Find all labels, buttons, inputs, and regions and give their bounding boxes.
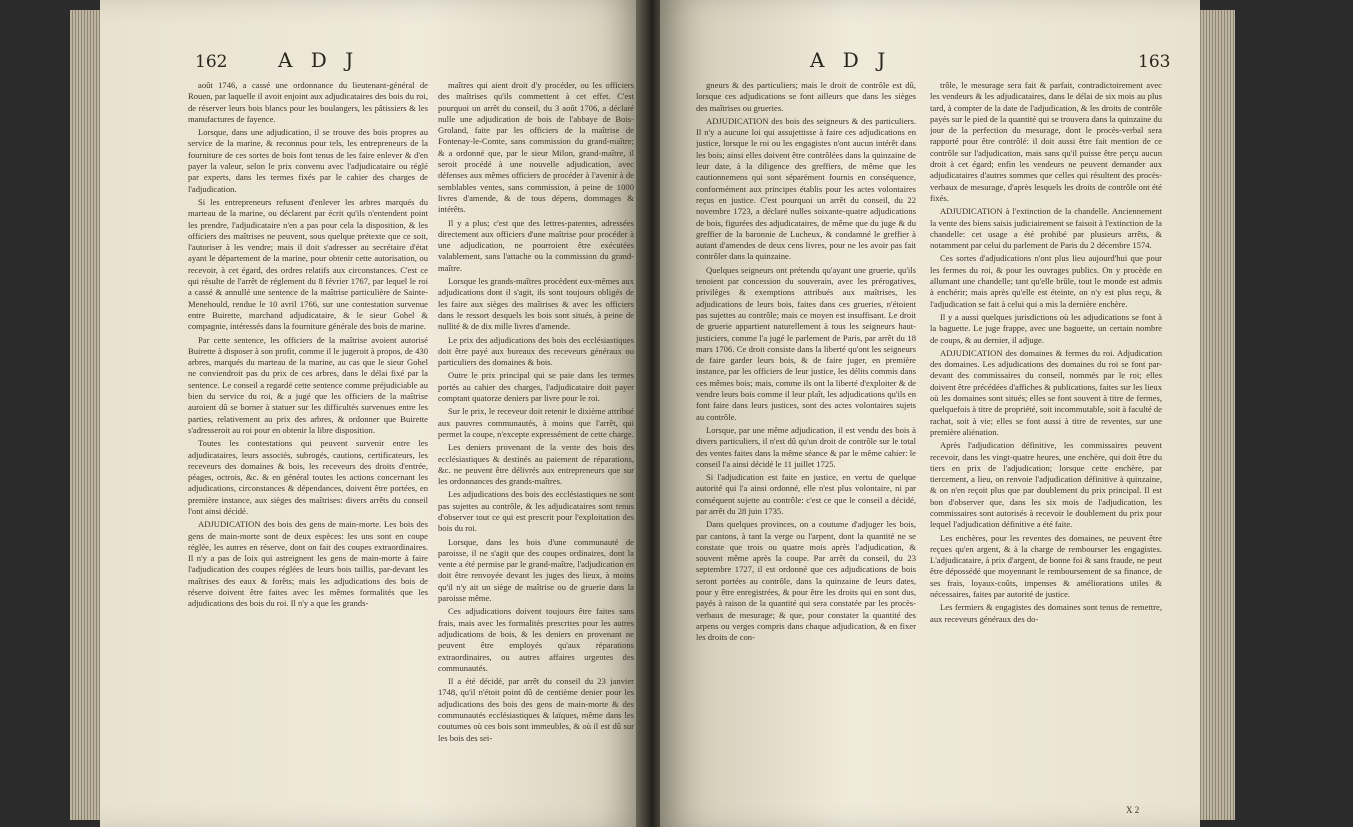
paragraph: Les deniers provenant de la vente des bois des ecclésiastiques & destinés au paiement de réparations, &c. ne peuvent être délivrés aux entrepreneurs que sur les ordonnances des grands-maîtres.: [438, 442, 634, 487]
left-column-1: [188, 80, 428, 815]
left-running-header: A D J: [278, 48, 360, 72]
paragraph: Par cette sentence, les officiers de la maîtrise avoient autorisé Buirette à disposer à son profit, comme il le jugeroit à propos, de 430 arbres, marqués du marteau de la marine, au cas que le sieur Gohel ne conviendroit pas du prix de ces arbres, dans le délai fixé par la sentence. Le conseil a regardé cette sentence comme préjudiciable au bien du service du roi, & a jugé que les officiers de la maîtrise auroient dû se borner à statuer sur les difficultés survenues entre les parties, relativement au prix des arbres, & ordonner que Buirette s'adresseroit au roi pour en obtenir la libre disposition.: [188, 334, 428, 435]
paragraph: Le prix des adjudications des bois des ecclésiastiques doit être payé aux bureaux des receveurs généraux ou particuliers des domaines & bois.: [438, 334, 634, 368]
paragraph: ADJUDICATION des domaines & fermes du roi. Adjudication des domaines. Les adjudications des domaines du roi se font par-devant des commissaires du conseil, nommés par le roi; elles doivent être précédées d'affiches & publications, faites sur les lieux où les domaines sont situés; elles se font souvent à titre de fermes, quelquefois à titre de propriété, soit incommutable, soit à faculté de rachat, soit à vie; elles se font aussi à titre de reventes, sur une première aliénation.: [930, 347, 1162, 437]
right-page-edges: [1195, 10, 1235, 820]
right-running-header: A D J: [810, 48, 892, 72]
paragraph: ADJUDICATION à l'extinction de la chandelle. Anciennement la vente des biens saisis judiciairement se faisoit à l'extinction de la chandelle: cet usage a été prohibé par plusieurs arrêts, & notamment par celui du parlement de Paris du 2 décembre 1574.: [930, 206, 1162, 251]
paragraph: Lorsque, par une même adjudication, il est vendu des bois à divers particuliers, il n'est dû qu'un droit de contrôle sur le total des ventes faites dans la même séance & par le même cahier: le conseil l'a ainsi décidé le 11 juillet 1725.: [696, 424, 916, 469]
paragraph: Lorsque les grands-maîtres procèdent eux-mêmes aux adjudications dont il s'agit, ils sont toujours obligés de les faire aux sièges des maîtrises & avec les officiers dans le ressort desquels les bois sont situés, à peine de nullité & de dix mille livres d'amende.: [438, 276, 634, 332]
paragraph: maîtres qui aient droit d'y procéder, ou les officiers des maîtrises qu'ils commettent à cet effet. C'est pourquoi un arrêt du conseil, du 3 août 1706, a déclaré nulle une adjudication de bois de l'abbaye de Bois-Groland, faite par les officiers de la maîtrise de Fontenay-le-Comte, sans commission du grand-maître; & a ordonné que, par le sieur Milon, grand-maître, il seroit procédé à une nouvelle adjudication, avec défenses aux mêmes officiers de procéder à l'avenir à de semblables ventes, sans commission, à peine de 1000 livres d'amende, & de tous dépens, dommages & intérêts.: [438, 80, 634, 215]
paragraph: Lorsque, dans les bois d'une communauté de paroisse, il ne s'agit que des coupes ordinaires, dont la vente a été permise par le grand-maître, l'adjudication en doit être renvoyée devant les juges des lieux, à moins qu'il n'y ait un siège de maîtrise ou de gruerie dans la paroisse même.: [438, 536, 634, 604]
paragraph: trôle, le mesurage sera fait & parfait, contradictoirement avec les vendeurs & les adjudicataires, dans le délai de six mois au plus tard, à compter de la date de l'adjudication, & les droits de contrôle payés sur le pied de la quantité qui se trouvera dans la quinzaine du jour de la perfection du mesurage, dont le procès-verbal sera rapporté pour être contrôlé: il doit aussi être fait mention de ce contrôle sur l'adjudication, mais sans qu'il puisse être perçu aucun droit à cet égard; enfin les vendeurs ne peuvent demander aux adjudicataires d'autres sommes que celles qui résultent des procès-verbaux de mesurage, d'après lesquels les droits de contrôle ont été fixés.: [930, 80, 1162, 203]
paragraph: Quelques seigneurs ont prétendu qu'ayant une gruerie, qu'ils tenoient par concession du souverain, avec les prérogatives, privilèges & exemptions attribués aux maîtrises, les adjudications de leurs bois, faites dans ces grueries, n'étoient pas sujettes au contrôle; mais ce moyen est insuffisant. Le droit de gruerie appartient naturellement à tous les seigneurs haut-justiciers, comme l'a jugé le parlement de Paris, par arrêt du 18 mars 1706. Ce droit consiste dans la liberté qu'ont les seigneurs de faire garder leurs bois, & de faire juger, en première instance, par les officiers de leur justice, les délits commis dans ces mêmes bois; mais, comme ils ont la liberté d'exploiter & de vendre leurs bois comme il leur plaît, les adjudications qu'ils en font faire dans leurs justices, sont des actes volontaires sujets au contrôle.: [696, 264, 916, 422]
paragraph: Les enchères, pour les reventes des domaines, ne peuvent être reçues qu'en argent, & à la charge de rembourser les engagistes. L'adjudicataire, à prix d'argent, de bonne foi & sans fraude, ne peut être dépossédé que moyennant le remboursement de sa finance, de ses frais, loyaux-coûts, impenses & améliorations utiles & nécessaires, faites par autorité de justice.: [930, 532, 1162, 600]
paragraph: ADJUDICATION des bois des seigneurs & des particuliers. Il n'y a aucune loi qui assujettisse à faire ces adjudications en justice, lorsque le roi ou les engagistes n'ont aucun intérêt dans les bois; ainsi elles doivent être contrôlées dans la quinzaine de leur date, à la diligence des greffiers, de même que les cautionnemens qui sont séparément fournis en conséquence, conformément aux principes établis pour les actes volontaires reçus en justice. C'est pourquoi un arrêt du conseil, du 22 novembre 1723, a déclaré nulles soixante-quatre adjudications de bois, figurées des adjudicataires, de même que du juge & du greffier de la baronnie de Lucheux, & condamné le greffier à autant d'amendes de deux cens livres, pour ne les avoir pas fait contrôler dans la quinzaine.: [696, 115, 916, 262]
paragraph: gneurs & des particuliers; mais le droit de contrôle est dû, lorsque ces adjudications se font ailleurs que dans les sièges des maîtrises ou grueries.: [696, 80, 916, 113]
right-column-2: [930, 80, 1162, 815]
paragraph: Il y a plus; c'est que des lettres-patentes, adressées directement aux officiers d'une maîtrise pour procéder à une adjudication, ne pourroient être exécutées valablement, sans l'attache ou la commission du grand-maître.: [438, 217, 634, 273]
paragraph: Toutes les contestations qui peuvent survenir entre les adjudicataires, leurs associés, subrogés, cautions, certificateurs, les receveurs des domaines & bois, les receveurs des droits d'entrée, péages, octrois, &c. & en général toutes les actions concernant les adjudications, circonstances & dépendances, doivent être portées, en première instance, aux sièges des maîtrises: divers arrêts du conseil l'ont ainsi décidé.: [188, 438, 428, 516]
left-page-number: 162: [195, 52, 228, 72]
paragraph: Sur le prix, le receveur doit retenir le dixième attribué aux pauvres communautés, à moins que l'arrêt, qui permet la coupe, n'excepte expressément de cette charge.: [438, 406, 634, 439]
paragraph: Ces adjudications doivent toujours être faites sans frais, mais avec les formalités prescrites pour les autres adjudications de bois, & les deniers en provenant ne peuvent être employés qu'aux réparations extraordinaires, ou autres affaires urgentes des communautés.: [438, 606, 634, 673]
paragraph: Les adjudications des bois des ecclésiastiques ne sont pas sujettes au contrôle, & les adjudicataires sont tenus d'observer tout ce qui est prescrit pour l'exploitation des bois du roi.: [438, 489, 634, 534]
paragraph: Dans quelques provinces, on a coutume d'adjuger les bois, par cantons, à tant la verge ou l'arpent, dont la quantité ne se constate que trois ou quatre mois après l'adjudication, & souvent même après la coupe. Par arrêt du conseil, du 23 septembre 1727, il est ordonné que ces adjudications de bois seront portées au contrôle, dans la quinzaine de leurs dates, pour y être enregistrées, & pour être les droits qui en sont dus, payés à raison de la quantité qui sera constatée par les procès-verbaux de mesurage; & que, pour constater la quantité des arpens ou verges compris dans chaque adjudication, & en fixer les droits de con-: [696, 519, 916, 643]
left-column-2: [438, 80, 634, 815]
paragraph: Il a été décidé, par arrêt du conseil du 23 janvier 1748, qu'il n'étoit point dû de centième denier pour les adjudications des bois des gens de main-morte & des communautés ecclésiastiques & laïques, même dans les coutumes où ces bois sont immeubles, & où il est dû sur les bois des sei-: [438, 676, 634, 743]
signature-mark: X 2: [1126, 805, 1140, 815]
paragraph: Les fermiers & engagistes des domaines sont tenus de remettre, aux receveurs généraux des do-: [930, 602, 1162, 624]
paragraph: Outre le prix principal qui se paie dans les termes portés au cahier des charges, l'adjudicataire doit payer comptant quatorze deniers par livre pour le roi.: [438, 370, 634, 404]
right-page-number: 163: [1138, 52, 1171, 72]
paragraph: Après l'adjudication définitive, les commissaires peuvent recevoir, dans les vingt-quatre heures, une enchère, qui doit être du tiers en prix de l'adjudication; lorsque cette enchère, par tiercement, a lieu, on renvoie l'adjudication définitive à quinzaine, & on n'en reçoit plus que par doublement du prix principal. Il est bon d'observer que, dans les six mois de l'adjudication, les commissaires sont autorisés à recevoir le doublement du prix pour lequel l'adjudication définitive a été faite.: [930, 440, 1162, 530]
paragraph: Ces sortes d'adjudications n'ont plus lieu aujourd'hui que pour les fermes du roi, & pour les ouvrages publics. On y procède en allumant une chandelle; tant qu'elle brûle, tout le monde est admis à enchérir; mais après qu'elle est éteinte, on n'y est plus reçu, & l'adjudication se fait à celui qui a mis la dernière enchère.: [930, 253, 1162, 309]
paragraph: Si les entrepreneurs refusent d'enlever les arbres marqués du marteau de la marine, ou déclarent par écrit qu'ils n'entendent point les prendre, l'adjudicataire n'en a pas pour cela la disposition, & les officiers des maîtrises ne peuvent, sous quelque prétexte que ce soit, l'autoriser à les vendre; mais il doit s'adresser au secrétaire d'état ayant le département de la marine, pour obtenir cette autorisation, ou recevoir, à cet égard, des ordres relatifs aux circonstances. C'est ce qui résulte de l'arrêt de réglement du 8 février 1767, par lequel le roi a cassé & annullé une sentence de la maîtrise particulière de Sainte-Menehould, rendue le 10 avril 1766, sur une contestation survenue entre Buirette, marchand adjudicataire, & le sieur Gohel & compagnie, intéressés dans la fourniture générale des bois de marine.: [188, 196, 428, 332]
paragraph: Si l'adjudication est faite en justice, en vertu de quelque autorité qui l'a ainsi ordonné, elle n'est plus volontaire, ni par conséquent sujette au contrôle: c'est ce que le conseil a décidé, par arrêt du 28 juin 1735.: [696, 472, 916, 516]
right-column-1: [696, 80, 916, 815]
paragraph: ADJUDICATION des bois des gens de main-morte. Les bois des gens de main-morte sont de deux espèces: les uns sont en coupe réglée, les autres en réserve, dont on fait des coupes extraordinaires. Il n'y a pas de loix qui astreignent les gens de main-morte à faire l'adjudication des coupes réglées de leurs bois taillis, par-devant les maîtrises des eaux & forêts; mais les adjudications des bois de réserve doivent être faites avec les mêmes formalités que les adjudications des bois du roi. Il n'y a que les grands-: [188, 519, 428, 609]
paragraph: Il y a aussi quelques jurisdictions où les adjudications se font à la baguette. Le juge frappe, avec une baguette, un certain nombre de coups, & au dernier, il adjuge.: [930, 311, 1162, 345]
paragraph: août 1746, a cassé une ordonnance du lieutenant-général de Rouen, par laquelle il avoit enjoint aux adjudicataires des bois du roi, de réserver leurs bois blancs pour les boulangers, les pâtissiers & les manufactures de fayence.: [188, 80, 428, 124]
paragraph: Lorsque, dans une adjudication, il se trouve des bois propres au service de la marine, & reconnus pour tels, les entrepreneurs de la fourniture de ces sortes de bois font tenus de les faire enlever & d'en payer la valeur, selon le prix convenu avec l'adjudicataire ou réglé par experts, dans les termes fixés par le cahier des charges de l'adjudication.: [188, 127, 428, 194]
left-page: [100, 0, 642, 827]
right-page: [660, 0, 1200, 827]
